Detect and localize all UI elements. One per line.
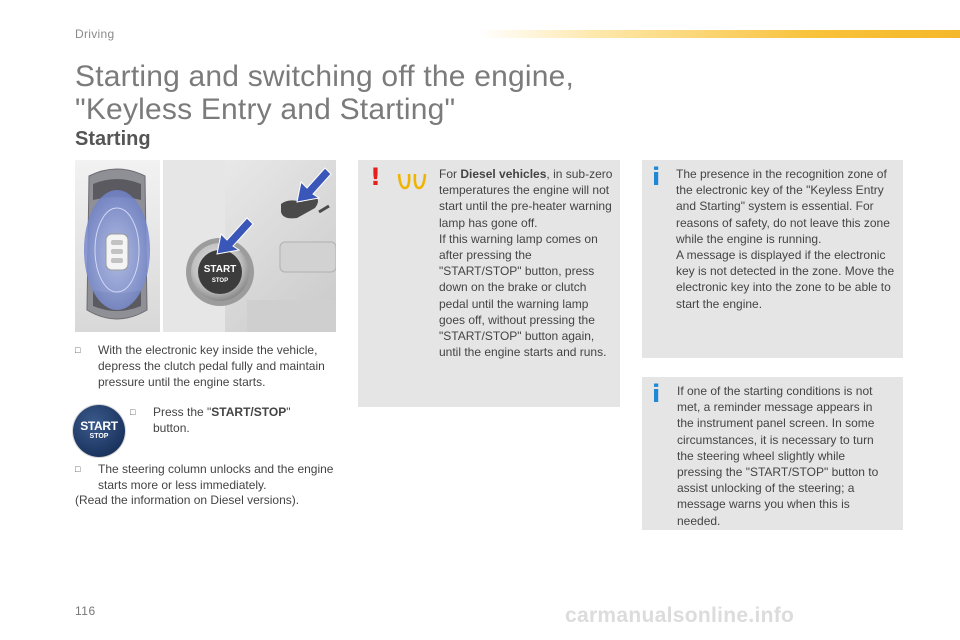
- title-line-2: "Keyless Entry and Starting": [75, 93, 456, 126]
- warning-text: [439, 166, 617, 360]
- illustration-start-label: START: [203, 264, 237, 275]
- warning-icon: !: [370, 163, 381, 191]
- dashboard-panel: [163, 160, 336, 332]
- instruction-step-2: [130, 404, 320, 436]
- info-icon: i: [652, 380, 661, 408]
- sub-heading: Starting: [75, 128, 151, 150]
- section-label: Driving: [75, 27, 115, 41]
- instruction-step-2-text: [130, 404, 320, 436]
- step2-prefix: Press the ": [153, 405, 212, 419]
- title-line-1: Starting and switching off the engine,: [75, 60, 575, 93]
- start-stop-button-icon: [73, 405, 125, 457]
- info-text-starting-conditions: If one of the starting conditions is not met, a reminder message appears in the instrument panel screen. In some circumstances, it is necessary to turn the steering wheel slightly while pressing the "START/STOP" button to assist unlocking of the steering; a message warns you when this is needed.: [677, 384, 879, 528]
- illustration-stop-label: STOP: [211, 278, 229, 284]
- page-title: [75, 60, 635, 126]
- bullet-icon: □: [75, 464, 81, 474]
- electronic-key-icon: [106, 234, 128, 270]
- instruction-step-3: [75, 461, 340, 493]
- page-number: 116: [75, 604, 96, 618]
- info-para-2: A message is displayed if the electronic key is not detected in the zone. Move the electronic key into the zone to be able to start the engine.: [676, 248, 895, 311]
- info-para-1: The presence in the recognition zone of the electronic key of the "Keyless Entry and Starting" system is essential. For reasons of safety, do not leave this zone while the engine is running.: [676, 167, 890, 246]
- instruction-step-1: [75, 342, 340, 390]
- warning-body: , in sub-zero temperatures the engine will not start until the pre-heater warning lamp has gone off.: [439, 167, 613, 230]
- warning-bold: Diesel vehicles: [460, 167, 547, 181]
- step2-suffix: " button.: [153, 405, 291, 435]
- info-icon: i: [652, 163, 661, 191]
- diesel-footnote: (Read the information on Diesel versions).: [75, 493, 300, 507]
- watermark: carmanualsonline.info: [565, 604, 795, 627]
- start-badge-line1: START: [80, 419, 118, 433]
- bullet-icon: □: [75, 345, 81, 355]
- step2-bold: START/STOP: [211, 405, 287, 419]
- glow-plug-warning-icon: [396, 170, 428, 190]
- car-top-view: [75, 160, 160, 332]
- instruction-step-1-text: With the electronic key inside the vehicle, depress the clutch pedal fully and maintain pressure until the engine starts.: [98, 343, 325, 389]
- header-accent-bar: [480, 30, 960, 38]
- info-text-recognition-zone: [676, 166, 898, 312]
- warning-body-2: If this warning lamp comes on after pressing the "START/STOP" button, press down on the brake or clutch pedal until the warning lamp goes off, without pressing the "START/STOP" button again, until the engine starts and runs.: [439, 231, 607, 360]
- warning-prefix: For: [439, 167, 461, 181]
- bullet-icon: □: [130, 407, 136, 417]
- instruction-step-3-text: The steering column unlocks and the engine starts more or less immediately.: [98, 462, 334, 492]
- keyless-start-illustration: [75, 160, 336, 332]
- start-badge-line2: STOP: [89, 433, 109, 440]
